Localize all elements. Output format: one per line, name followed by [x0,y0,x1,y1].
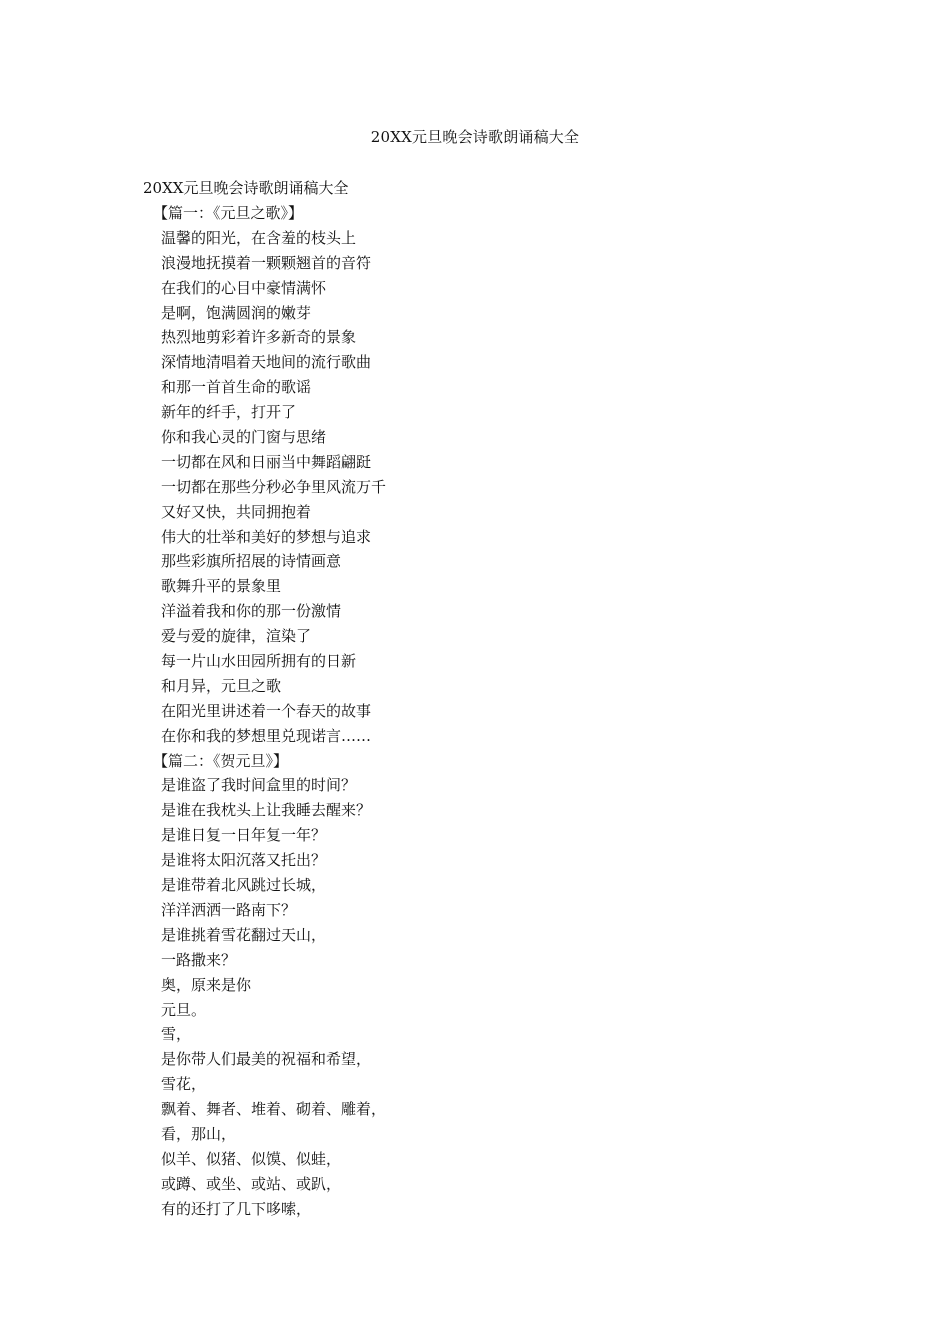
poem-line: 和月异，元旦之歌 [161,676,282,695]
poem-line: 歌舞升平的景象里 [161,577,282,596]
poem-line: 看，那山， [161,1124,237,1143]
poem-line: 爱与爱的旋律，渲染了 [161,627,312,646]
poem-line: 奥，原来是你 [161,975,252,994]
poem-line: 热烈地剪彩着许多新奇的景象 [161,328,357,347]
poem-line: 和那一首首生命的歌谣 [161,378,312,397]
poem-line: 伟大的壮举和美好的梦想与追求 [161,527,372,546]
poem-line: 在阳光里讲述着一个春天的故事 [161,701,372,720]
poem-line: 是谁带着北风跳过长城， [161,876,327,895]
poem-line: 是谁将太阳沉落又托出？ [161,851,327,870]
document-heading: 20XX元旦晚会诗歌朗诵稿大全 [143,179,349,197]
poem-line: 或蹲、或坐、或站、或趴， [161,1174,342,1193]
poem-line: 是你带人们最美的祝福和希望， [161,1050,372,1069]
poem-line: 在你和我的梦想里兑现诺言…… [161,726,372,745]
page-title: 20XX元旦晚会诗歌朗诵稿大全 [370,128,580,146]
poem-line: 温馨的阳光，在含羞的枝头上 [161,228,357,247]
poem-line: 浪漫地抚摸着一颗颗翘首的音符 [161,253,372,272]
poem-line: 在我们的心目中豪情满怀 [161,278,327,297]
poem-line: 飘着、舞者、堆着、砌着、雕着， [161,1100,387,1119]
poem-line: 深情地清唱着天地间的流行歌曲 [161,353,372,372]
poem-line: 雪， [161,1025,192,1044]
poem-line: 是谁挑着雪花翻过天山， [161,925,327,944]
poem-line: 似羊、似猪、似馍、似蛙， [161,1149,342,1168]
poem-line: 洋溢着我和你的那一份激情 [161,602,342,621]
poem-line: 是啊，饱满圆润的嫩芽 [161,303,312,322]
poem-line: 元旦。 [161,1000,207,1019]
poem-line: 是谁日复一日年复一年？ [161,826,327,845]
poem-line: 那些彩旗所招展的诗情画意 [161,552,342,571]
poem-line: 你和我心灵的门窗与思绪 [161,428,327,447]
section-heading: 【篇二：《贺元旦》】 [153,751,289,770]
poem-line: 洋洋洒洒一路南下？ [161,900,297,919]
poem-line: 又好又快，共同拥抱着 [161,502,312,521]
poem-line: 是谁在我枕头上让我睡去醒来？ [161,801,372,820]
poem-line: 雪花， [161,1075,207,1094]
poem-line: 一路撒来？ [161,950,237,969]
poem-line: 是谁盗了我时间盒里的时间？ [161,776,357,795]
poem-body [0,201,386,1222]
poem-line: 有的还打了几下哆嗦， [161,1199,312,1218]
poem-line: 一切都在风和日丽当中舞蹈翩跹 [161,452,372,471]
poem-line: 一切都在那些分秒必争里风流万千 [161,477,387,496]
poem-line: 新年的纤手，打开了 [161,403,297,422]
section-heading: 【篇一：《元旦之歌》】 [153,204,304,222]
poem-line: 每一片山水田园所拥有的日新 [161,652,357,671]
